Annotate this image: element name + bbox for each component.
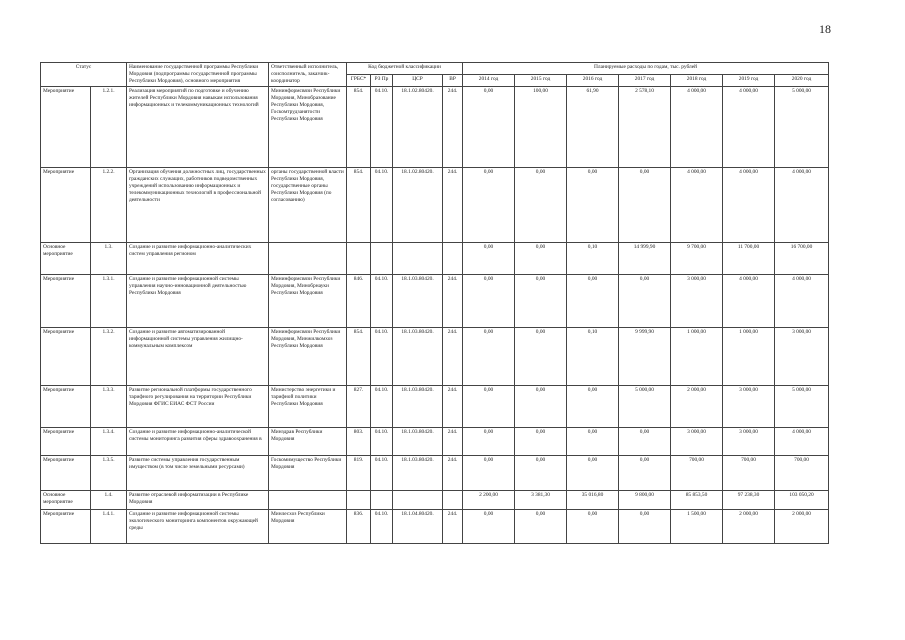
row-vr (443, 243, 463, 275)
row-value-2014: 0,00 (463, 386, 515, 428)
row-grbs: 803. (347, 428, 371, 456)
row-value-2016: 0,10 (567, 328, 619, 386)
header-csr: ЦСР (393, 75, 443, 87)
row-value-2020: 3 000,00 (775, 328, 829, 386)
table-row (41, 328, 829, 386)
row-grbs: 854. (347, 87, 371, 168)
header-responsible: Ответственный исполнитель, соисполнитель, заказчик-координатор (269, 63, 347, 87)
row-rz-pr: 04.10. (371, 275, 393, 328)
row-rz-pr: 04.10. (371, 428, 393, 456)
header-row-1 (41, 63, 829, 75)
row-value-2018: 1 500,00 (671, 510, 723, 544)
row-code: 1.3.1. (91, 275, 127, 328)
row-value-2020: 700,00 (775, 456, 829, 491)
row-value-2017: 0,00 (619, 456, 671, 491)
header-status: Статус (41, 63, 127, 87)
row-responsible (269, 491, 347, 510)
row-csr: 18.1.04.80420. (393, 510, 443, 544)
table-row (41, 491, 829, 510)
row-value-2019: 700,00 (723, 456, 775, 491)
row-responsible: органы государственной власти Республики Мордовия, государственные органы Республики Мордовия (по согласованию) (269, 168, 347, 243)
table-row (41, 456, 829, 491)
row-value-2020: 5 000,00 (775, 386, 829, 428)
row-grbs: 836. (347, 510, 371, 544)
row-name: Развитие отраслевой информатизации в Республике Мордовия (127, 491, 269, 510)
row-value-2018: 4 000,00 (671, 168, 723, 243)
row-value-2016: 0,10 (567, 243, 619, 275)
row-value-2016: 0,00 (567, 168, 619, 243)
row-value-2016: 0,00 (567, 275, 619, 328)
row-name: Развитие региональной платформы государственного тарифного регулирования на территории Республики Мордовия ФГИС ЕИАС ФСТ России (127, 386, 269, 428)
row-vr: 244. (443, 168, 463, 243)
row-vr: 244. (443, 510, 463, 544)
row-value-2014: 0,00 (463, 243, 515, 275)
header-kbk: Код бюджетной классификации (347, 63, 463, 75)
table-row (41, 428, 829, 456)
row-vr: 244. (443, 386, 463, 428)
row-value-2020: 4 000,00 (775, 168, 829, 243)
row-rz-pr (371, 243, 393, 275)
table-row (41, 275, 829, 328)
row-status: Мероприятие (41, 328, 91, 386)
row-value-2014: 0,00 (463, 510, 515, 544)
table-row (41, 243, 829, 275)
row-status: Мероприятие (41, 386, 91, 428)
row-vr: 244. (443, 87, 463, 168)
page-number: 18 (819, 22, 831, 36)
row-grbs: 854. (347, 168, 371, 243)
row-value-2019: 2 000,00 (723, 510, 775, 544)
row-rz-pr: 04.10. (371, 328, 393, 386)
row-grbs: 819. (347, 456, 371, 491)
row-code: 1.3.4. (91, 428, 127, 456)
row-value-2015: 0,00 (515, 456, 567, 491)
row-csr: 18.1.02.80420. (393, 168, 443, 243)
row-responsible: Министерство энергетики и тарифной политики Республики Мордовия (269, 386, 347, 428)
row-value-2014: 0,00 (463, 328, 515, 386)
header-year-2016: 2016 год (567, 75, 619, 87)
row-code: 1.3.3. (91, 386, 127, 428)
row-rz-pr (371, 491, 393, 510)
table-row (41, 168, 829, 243)
row-vr: 244. (443, 456, 463, 491)
row-code: 1.4. (91, 491, 127, 510)
row-value-2018: 4 000,00 (671, 87, 723, 168)
row-grbs: 854. (347, 328, 371, 386)
row-value-2014: 0,00 (463, 87, 515, 168)
row-value-2020: 4 000,00 (775, 428, 829, 456)
row-value-2015: 100,00 (515, 87, 567, 168)
row-code: 1.2.2. (91, 168, 127, 243)
row-responsible: Мининформсвязи Республики Мордовия, Минобразование Республики Мордовия, Госкомтрудзанятости Республики Мордовия (269, 87, 347, 168)
row-value-2014: 0,00 (463, 168, 515, 243)
row-value-2020: 16 700,00 (775, 243, 829, 275)
row-value-2016: 0,00 (567, 510, 619, 544)
table-row (41, 386, 829, 428)
row-responsible: Госкомимущество Республики Мордовия (269, 456, 347, 491)
row-value-2016: 0,00 (567, 456, 619, 491)
row-value-2018: 700,00 (671, 456, 723, 491)
row-value-2016: 0,00 (567, 428, 619, 456)
row-value-2018: 3 000,00 (671, 428, 723, 456)
row-value-2019: 1 000,00 (723, 328, 775, 386)
row-vr: 244. (443, 275, 463, 328)
row-name: Развитие системы управления государственным имуществом (в том числе земельными ресурсами) (127, 456, 269, 491)
row-code: 1.3.5. (91, 456, 127, 491)
row-code: 1.3.2. (91, 328, 127, 386)
row-value-2019: 4 000,00 (723, 275, 775, 328)
row-value-2015: 0,00 (515, 275, 567, 328)
row-value-2018: 85 853,50 (671, 491, 723, 510)
header-name: Наименование государственной программы Республики Мордовия (подпрограммы государственной программы Республики Мордовия), основного мероприятия (127, 63, 269, 87)
table-row (41, 87, 829, 168)
row-csr (393, 491, 443, 510)
row-name: Организация обучения должностных лиц, государственных гражданских служащих, работников подведомственных учреждений использованию информационных и телекоммуникационных технологий в профессиональной деятельности (127, 168, 269, 243)
row-value-2015: 0,00 (515, 428, 567, 456)
row-value-2017: 0,00 (619, 168, 671, 243)
row-status: Мероприятие (41, 87, 91, 168)
header-year-2020: 2020 год (775, 75, 829, 87)
row-responsible: Мининформсвязи Республики Мордовия, Минобрнауки Республики Мордовия (269, 275, 347, 328)
row-csr (393, 243, 443, 275)
row-value-2019: 3 000,00 (723, 386, 775, 428)
row-value-2017: 0,00 (619, 275, 671, 328)
budget-table (40, 62, 829, 544)
row-rz-pr: 04.10. (371, 168, 393, 243)
row-code: 1.3. (91, 243, 127, 275)
row-value-2015: 0,00 (515, 386, 567, 428)
row-name: Создание и развитие информационно-аналитической системы мониторинга развития сферы здравоохранения в (127, 428, 269, 456)
row-value-2015: 0,00 (515, 510, 567, 544)
row-value-2020: 2 000,00 (775, 510, 829, 544)
row-value-2018: 1 000,00 (671, 328, 723, 386)
row-csr: 18.1.03.80420. (393, 428, 443, 456)
row-name: Создание и развитие автоматизированной информационной системы управления жилищно-коммунальным комплексом (127, 328, 269, 386)
row-value-2015: 3 381,30 (515, 491, 567, 510)
row-vr: 244. (443, 328, 463, 386)
header-year-2018: 2018 год (671, 75, 723, 87)
row-value-2019: 3 000,00 (723, 428, 775, 456)
header-vr: ВР (443, 75, 463, 87)
row-value-2014: 0,00 (463, 275, 515, 328)
row-value-2016: 0,00 (567, 386, 619, 428)
row-value-2017: 0,00 (619, 428, 671, 456)
row-csr: 18.1.03.80420. (393, 456, 443, 491)
row-status: Мероприятие (41, 275, 91, 328)
row-responsible: Минлесхоз Республики Мордовия (269, 510, 347, 544)
row-code: 1.2.1. (91, 87, 127, 168)
row-code: 1.4.1. (91, 510, 127, 544)
row-status: Мероприятие (41, 428, 91, 456)
row-rz-pr: 04.10. (371, 510, 393, 544)
row-value-2015: 0,00 (515, 328, 567, 386)
header-year-2015: 2015 год (515, 75, 567, 87)
row-value-2016: 35 016,80 (567, 491, 619, 510)
row-vr (443, 491, 463, 510)
row-grbs (347, 491, 371, 510)
row-value-2019: 97 238,30 (723, 491, 775, 510)
row-value-2017: 9 999,90 (619, 328, 671, 386)
row-status: Мероприятие (41, 510, 91, 544)
row-name: Создание и развитие информационной системы экологического мониторинга компонентов окружающей среды (127, 510, 269, 544)
row-responsible: Мининформсвязи Республики Мордовия, Минжилкомхоз Республики Мордовия (269, 328, 347, 386)
row-value-2018: 9 700,00 (671, 243, 723, 275)
row-value-2020: 5 000,00 (775, 87, 829, 168)
row-value-2017: 2 578,10 (619, 87, 671, 168)
row-csr: 18.1.03.80420. (393, 328, 443, 386)
row-status: Мероприятие (41, 456, 91, 491)
row-value-2017: 0,00 (619, 510, 671, 544)
row-value-2014: 0,00 (463, 456, 515, 491)
row-vr: 244. (443, 428, 463, 456)
row-value-2017: 5 000,00 (619, 386, 671, 428)
row-value-2019: 4 000,00 (723, 168, 775, 243)
header-year-2014: 2014 год (463, 75, 515, 87)
row-value-2018: 2 000,00 (671, 386, 723, 428)
table-body (41, 87, 829, 544)
row-rz-pr: 04.10. (371, 456, 393, 491)
row-value-2014: 0,00 (463, 428, 515, 456)
row-rz-pr: 04.10. (371, 87, 393, 168)
row-status: Основное мероприятие (41, 243, 91, 275)
row-value-2014: 2 200,00 (463, 491, 515, 510)
row-value-2015: 0,00 (515, 243, 567, 275)
header-rz-pr: РЗ Пр (371, 75, 393, 87)
header-year-2017: 2017 год (619, 75, 671, 87)
row-status: Основное мероприятие (41, 491, 91, 510)
header-grbs: ГРБС* (347, 75, 371, 87)
row-csr: 18.1.03.80420. (393, 275, 443, 328)
row-value-2019: 11 700,00 (723, 243, 775, 275)
row-value-2020: 4 000,00 (775, 275, 829, 328)
row-csr: 18.1.02.80420. (393, 87, 443, 168)
row-grbs (347, 243, 371, 275)
row-value-2018: 3 000,00 (671, 275, 723, 328)
row-status: Мероприятие (41, 168, 91, 243)
row-rz-pr: 04.10. (371, 386, 393, 428)
row-grbs: 827. (347, 386, 371, 428)
row-csr: 18.1.03.80420. (393, 386, 443, 428)
row-grbs: 846. (347, 275, 371, 328)
row-name: Создание и развитие информационной системы управления научно-инновационной деятельностью Республики Мордовия (127, 275, 269, 328)
row-value-2017: 9 800,00 (619, 491, 671, 510)
table-row (41, 510, 829, 544)
row-value-2019: 4 000,00 (723, 87, 775, 168)
row-value-2016: 61,90 (567, 87, 619, 168)
row-responsible: Минздрав Республики Мордовия (269, 428, 347, 456)
header-expenses: Планируемые расходы по годам, тыс. рублей (463, 63, 829, 75)
row-value-2015: 0,00 (515, 168, 567, 243)
row-name: Создание и развитие информационно-аналитических систем управления регионом (127, 243, 269, 275)
row-value-2020: 103 050,20 (775, 491, 829, 510)
row-responsible (269, 243, 347, 275)
row-value-2017: 14 999,90 (619, 243, 671, 275)
row-name: Реализация мероприятий по подготовке и обучению жителей Республики Мордовия навыкам использования информационных и телекоммуникационных технологий (127, 87, 269, 168)
header-year-2019: 2019 год (723, 75, 775, 87)
